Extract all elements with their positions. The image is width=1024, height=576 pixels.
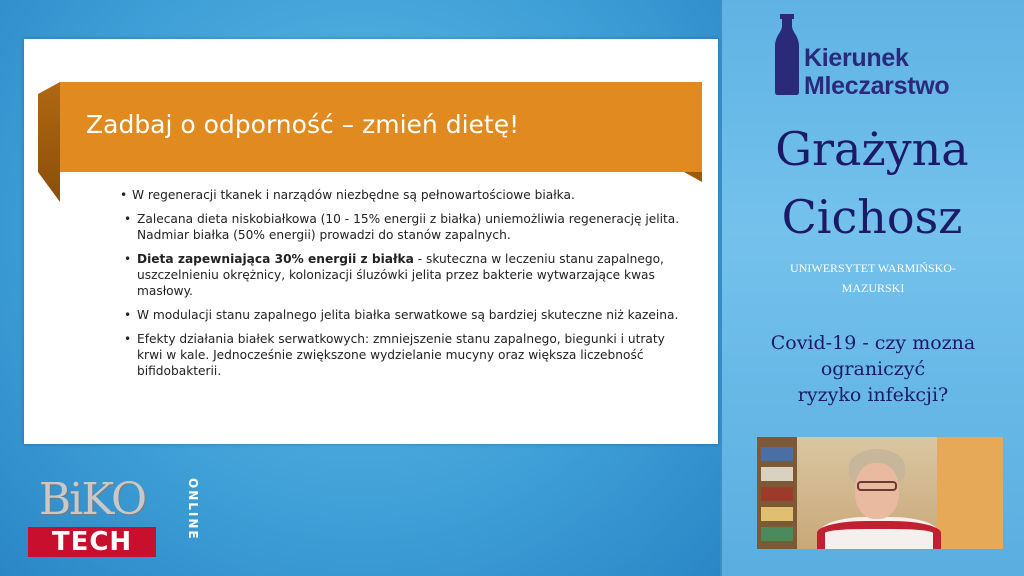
webcam-feed [757,437,1003,549]
bullet-text: - skuteczna w leczeniu stanu zapalnego, uszczelnieniu okrężnicy, kolonizacji śluzówki jelita przez bakterie wytwarzające kwas masłowy. [137,252,664,298]
tech-logo-bar: TECH [28,527,156,557]
university [760,258,986,298]
university-line: UNIWERSYTET WARMIŃSKO- [790,261,956,275]
slide-title: Zadbaj o odporność – zmień dietę! [86,110,520,139]
bullet-item: • W modulacji stanu zapalnego jelita białka serwatkowe są bardziej skuteczne niż kazeina. [124,307,680,323]
person-glasses [857,481,897,491]
bullet-item: • Zalecana dieta niskobiałkowa (10 - 15% energii z białka) uniemożliwia regenerację jelita. Nadmiar białka (50% energii) prowadzi do stanów zapalnych. [124,211,680,243]
bullet-item: • W regeneracji tkanek i narządów niezbędne są pełnowartościowe białka. [120,187,680,203]
brand-line-1: Kierunek [804,44,909,72]
online-label: ONLINE [186,478,200,541]
university-line: MAZURSKI [841,281,905,295]
cabinet [937,437,1003,549]
person-face [855,463,899,519]
slide-bullets [120,187,680,387]
bullet-item [124,251,680,299]
talk-title [754,330,992,408]
milk-bottle-icon [774,14,800,96]
talk-title-line: ryzyko infekcji? [797,384,949,406]
bullet-bold-text: Dieta zapewniająca 30% energii z białka [137,252,414,266]
talk-title-line: ograniczyć [820,358,926,380]
person-scarf [817,521,941,549]
speaker-last-name: Cichosz [781,190,963,244]
brand-line-2: Mleczarstwo [804,72,950,100]
biko-logo-text: BiKO [38,474,146,525]
talk-title-line: Covid-19 - czy mozna [770,332,976,354]
speaker-first-name: Grażyna [775,122,969,176]
bullet-item: • Efekty działania białek serwatkowych: zmniejszenie stanu zapalnego, biegunki i utraty krwi w kale. Jednocześnie zwiększone wydzielanie mucyny oraz większa liczebność bifidobakterii. [124,331,680,379]
bookshelf [757,437,797,549]
